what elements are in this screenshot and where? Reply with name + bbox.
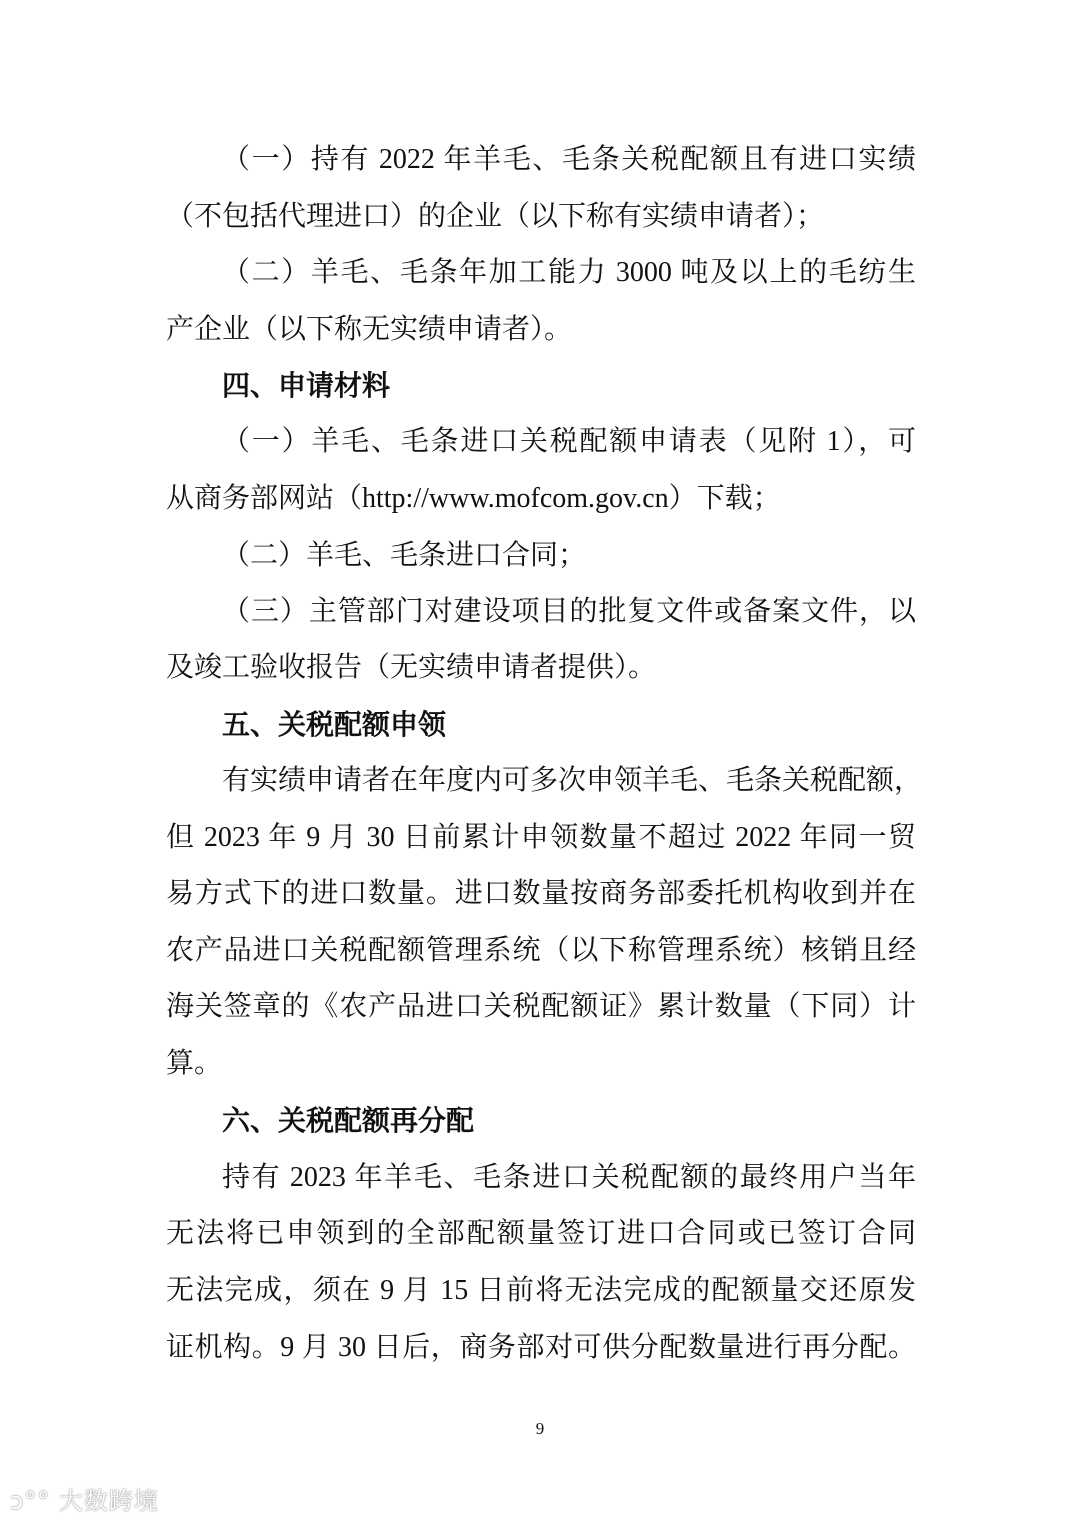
section-heading: 五、关税配额申领 [222,708,447,741]
text-line: （一）羊毛、毛条进口关税配额申请表（见附 1），可 [222,426,916,457]
text-line: 从商务部网站（http://www.mofcom.gov.cn）下载； [166,483,781,514]
text-line: （二）羊毛、毛条年加工能力 3000 吨及以上的毛纺生 [222,257,916,288]
text-line: 有实绩申请者在年度内可多次申领羊毛、毛条关税配额， [222,765,923,796]
text-line: （三）主管部门对建设项目的批复文件或备案文件，以 [222,596,916,627]
text-line: 农产品进口关税配额管理系统（以下称管理系统）核销且经 [166,935,916,966]
text-line: 但 2023 年 9 月 30 日前累计申领数量不超过 2022 年同一贸 [166,822,916,853]
section-heading: 六、关税配额再分配 [222,1104,475,1137]
text-line: 产企业（以下称无实绩申请者）。 [166,314,573,345]
text-line: 海关签章的《农产品进口关税配额证》累计数量（下同）计 [166,991,916,1022]
text-line: 无法将已申领到的全部配额量签订进口合同或已签订合同 [166,1218,916,1249]
watermark-text: 大数跨境 [58,1487,159,1515]
text-line: 及竣工验收报告（无实绩申请者提供）。 [166,652,657,683]
text-line: 易方式下的进口数量。进口数量按商务部委托机构收到并在 [166,878,916,909]
text-line: 无法完成，须在 9 月 15 日前将无法完成的配额量交还原发 [166,1275,916,1306]
text-line: 证机构。9 月 30 日后，商务部对可供分配数量进行再分配。 [166,1332,916,1363]
text-line: 持有 2023 年羊毛、毛条进口关税配额的最终用户当年 [222,1162,916,1193]
text-line: （不包括代理进口）的企业（以下称有实绩申请者）； [166,201,825,232]
page-number: 9 [535,1419,545,1438]
text-line: （二）羊毛、毛条进口合同； [222,540,587,571]
text-line: 算。 [166,1048,223,1079]
watermark-logo-icon: ↄ°° [10,1487,51,1515]
text-line: （一）持有 2022 年羊毛、毛条关税配额且有进口实绩 [222,144,916,175]
section-heading: 四、申请材料 [222,369,391,402]
watermark [10,1486,159,1516]
